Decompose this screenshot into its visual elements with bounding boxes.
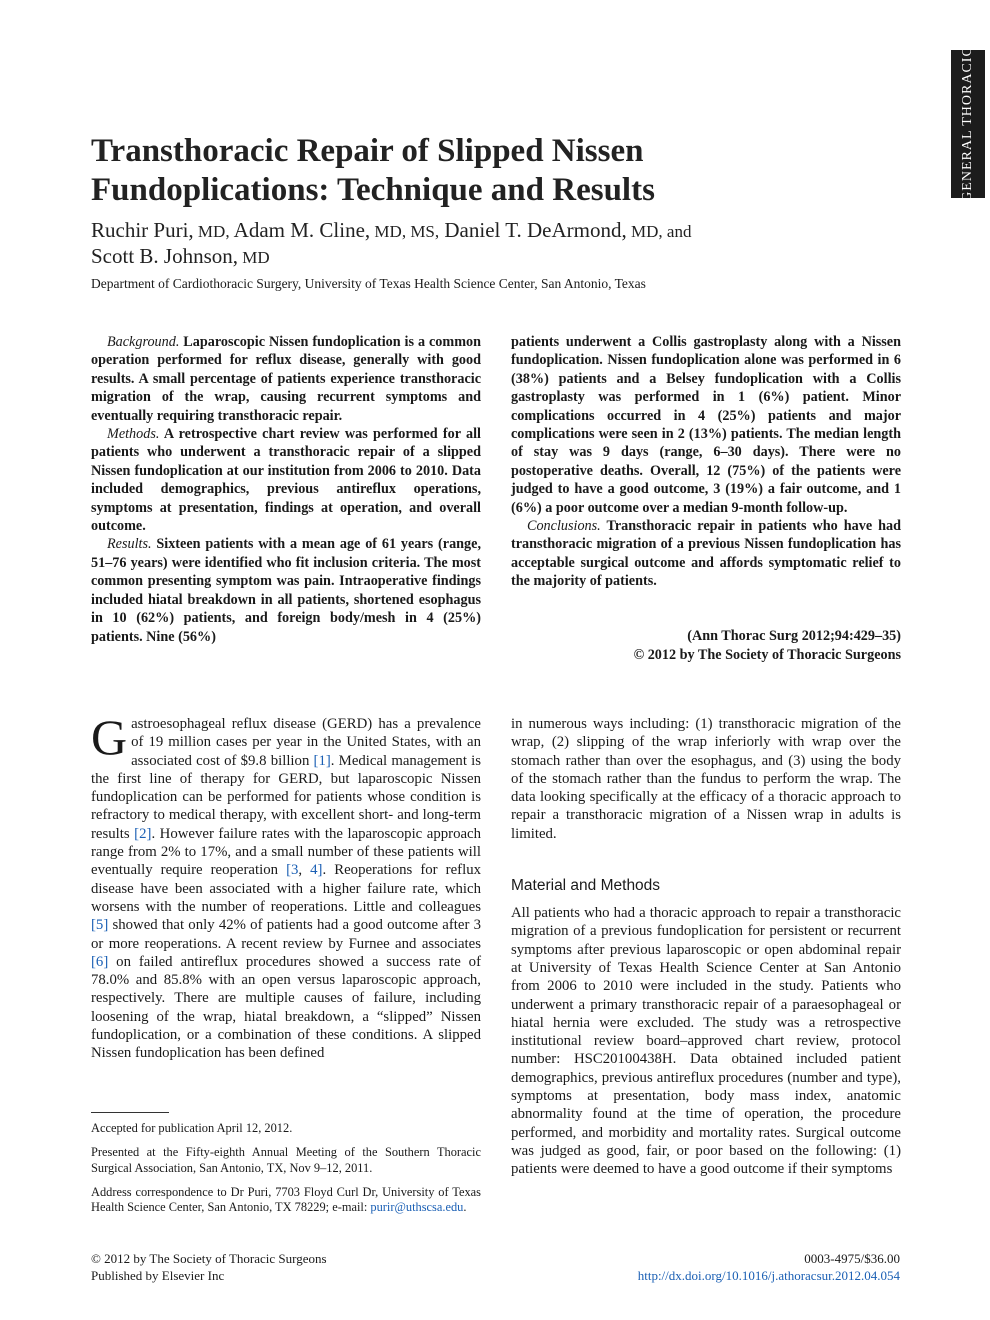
- abstract-right-column: [511, 333, 901, 591]
- footnote-address: [91, 1185, 481, 1216]
- footer-issn: 0003-4975/$36.00: [804, 1251, 900, 1266]
- reference-link-6[interactable]: [6]: [91, 953, 109, 970]
- author-conjunction: and: [662, 222, 692, 241]
- author-degree: MD, MS,: [370, 222, 440, 241]
- abstract-methods: [91, 425, 481, 535]
- author-name: Adam M. Cline,: [229, 218, 371, 242]
- footnote-presented: Presented at the Fifty-eighth Annual Meeting of the Southern Thoracic Surgical Association, San Antonio, TX, Nov 9–12, 2011.: [91, 1145, 481, 1175]
- author-degree: MD,: [193, 222, 230, 241]
- intro-text: ,: [298, 862, 311, 879]
- abstract-results-continued: patients underwent a Collis gastroplasty along with a Nissen fundoplication. Nissen fundoplication alone was performed in 6 (38%) patients and a Belsey fundoplication with a Collis gastroplasty was performed in 1 (6%) patient. Minor complications occurred in 4 (25%) patients and major complications were seen in 2 (13%) patients. The median length of stay was 9 days (range, 6–30 days). There were no postoperative deaths. Overall, 12 (75%) of the patients were judged to have a good outcome, 3 (19%) a fair outcome, and 1 (6%) a poor outcome over a median 9-month follow-up.: [511, 334, 901, 516]
- drop-cap: G: [91, 709, 128, 765]
- article-title: Transthoracic Repair of Slipped Nissen Fundoplications: Technique and Results: [91, 133, 655, 208]
- intro-paragraph: [91, 709, 481, 1063]
- reference-link-4[interactable]: 4]: [310, 862, 323, 879]
- abstract-left-column: [91, 333, 481, 646]
- methods-paragraph: All patients who had a thoracic approach to repair a transthoracic migration of a previous fundoplication for persistent or recurrent symptoms after previous laparoscopic or open abdominal repair at University of Texas Health Science Center at San Antonio from 2006 to 2010 were included in the study. Patients who underwent a primary transthoracic repair of a paraesophageal or hiatal hernia were excluded. The study was a retrospective institutional review board–approved chart review, protocol number: HSC20100438H. Data obtained included patient demographics, previous antireflux procedures (number and type), symptoms at presentation, body mass index, anatomic abnormality found at the time of operation, the procedure performed, and morbidity and mortality rates. Surgical outcome was judged as good, fair, or poor based on the following: (1) patients were deemed to have a good outcome if their symptoms: [511, 905, 901, 1178]
- footer-publisher: Published by Elsevier Inc: [91, 1267, 225, 1283]
- reference-link-3[interactable]: [3: [286, 862, 299, 879]
- section-heading-methods: Material and Methods: [511, 877, 661, 895]
- intro-text: on failed antireflux procedures showed a success rate of 78.0% and 85.8% with an open versus laparoscopic approach, respectively. There are multiple causes of failure, including loosening of the wrap, hiatal breakdown, a “slipped” Nissen fundoplication, or a combination of these conditions. A slipped Nissen fundoplication has been defined: [91, 953, 481, 1062]
- body-right-column: [511, 715, 901, 1179]
- address-end: .: [463, 1200, 467, 1215]
- reference-link-5[interactable]: [5]: [91, 917, 109, 934]
- author-list: [91, 218, 851, 270]
- footnote-accepted: Accepted for publication April 12, 2012.: [91, 1121, 293, 1135]
- reference-link-2[interactable]: [2]: [134, 825, 152, 842]
- footer-right: [638, 1251, 900, 1284]
- abstract-methods-text: A retrospective chart review was performed for all patients who underwent a transthoracic repair of a slipped Nissen fundoplication at our institution from 2006 to 2010. Data included demographics, previous antireflux operations, symptoms at presentation, findings at operation, and overall outcome.: [91, 426, 481, 535]
- footnote-divider: [91, 1112, 169, 1113]
- section-tab-label: GENERAL THORACIC: [960, 46, 975, 202]
- citation-block: [511, 627, 901, 664]
- section-tab: [951, 46, 985, 202]
- body-left-column: [91, 709, 481, 1063]
- abstract-background: [91, 333, 481, 425]
- intro-paragraph-continued: in numerous ways including: (1) transthoracic migration of the wrap, (2) slipping of the wrap inferiorly with wrap over the stomach rather than over the esophagus, and (3) using the body of the stomach rather than the fundus to perform the wrap. The data looking specifically at the efficacy of a thoracic approach to repair a transthoracic migration of a Nissen wrap in adults is limited.: [511, 716, 901, 842]
- reference-link-1[interactable]: [1]: [313, 752, 331, 769]
- intro-text: astroesophageal reflux disease (GERD) has a prevalence of 19 million cases per year in the United States, with an associated cost of $9.8 billion: [131, 716, 481, 769]
- author-name: Scott B. Johnson,: [91, 244, 239, 268]
- author-name: Ruchir Puri,: [91, 218, 194, 242]
- abstract-conclusions-text: Transthoracic repair in patients who have had transthoracic migration of a previous Nissen fundoplication has acceptable surgical outcome and affords symptomatic relief to the majority of patients.: [511, 518, 901, 590]
- journal-citation: (Ann Thorac Surg 2012;94:429–35): [687, 628, 901, 644]
- label-conclusions: Conclusions.: [527, 518, 601, 535]
- copyright-line: © 2012 by The Society of Thoracic Surgeons: [633, 646, 901, 663]
- abstract-results-text: Sixteen patients with a mean age of 61 years (range, 51–76 years) were identified who fit inclusion criteria. The most common presenting symptom was pain. Intraoperative findings included hiatal breakdown in all patients, shortened esophagus in 10 (62%) patients, and foreign body/mesh in 4 (25%) patients. Nine (56%): [91, 536, 481, 645]
- author-name: Daniel T. DeArmond,: [439, 218, 627, 242]
- email-link[interactable]: purir@uthscsa.edu: [370, 1200, 464, 1215]
- intro-text: showed that only 42% of patients had a good outcome after 3 or more reoperations. A recent review by Furnee and associates: [91, 917, 481, 952]
- abstract-results: [91, 535, 481, 645]
- intro-text: . However failure rates with the laparoscopic approach range from 2% to 17%, and a small number of these patients will eventually require reoperation: [91, 825, 481, 879]
- intro-text: . Medical management is the first line of therapy for GERD, but laparoscopic Nissen fundoplication can be performed for patients whose condition is refractory to medical therapy, with excellent short- and long-term results: [91, 752, 481, 842]
- abstract-background-text: Laparoscopic Nissen fundoplication is a common operation performed for reflux disease, generally with good results. A small percentage of patients experience transthoracic migration of the wrap, causing recurrent symptoms and eventually requiring transthoracic repair.: [91, 334, 481, 424]
- address-text: Address correspondence to Dr Puri, 7703 Floyd Curl Dr, University of Texas Health Science Center, San Antonio, TX 78229; e-mail:: [91, 1184, 481, 1215]
- footer-copyright: © 2012 by The Society of Thoracic Surgeons: [91, 1251, 327, 1266]
- label-methods: Methods.: [107, 426, 160, 443]
- author-degree: MD,: [626, 222, 663, 241]
- footnotes: [91, 1121, 481, 1224]
- intro-text: . Reoperations for reflux disease have been associated with a higher failure rate, which worsens with the number of reoperations. Little and colleagues: [91, 862, 481, 915]
- affiliation: Department of Cardiothoracic Surgery, University of Texas Health Science Center, San Antonio, Texas: [91, 276, 646, 291]
- label-background: Background.: [107, 334, 180, 350]
- footer-left: [91, 1251, 327, 1284]
- author-degree: MD: [238, 248, 270, 267]
- abstract-conclusions: [511, 517, 901, 591]
- label-results: Results.: [107, 536, 152, 553]
- doi-link[interactable]: http://dx.doi.org/10.1016/j.athoracsur.2012.04.054: [637, 1267, 900, 1283]
